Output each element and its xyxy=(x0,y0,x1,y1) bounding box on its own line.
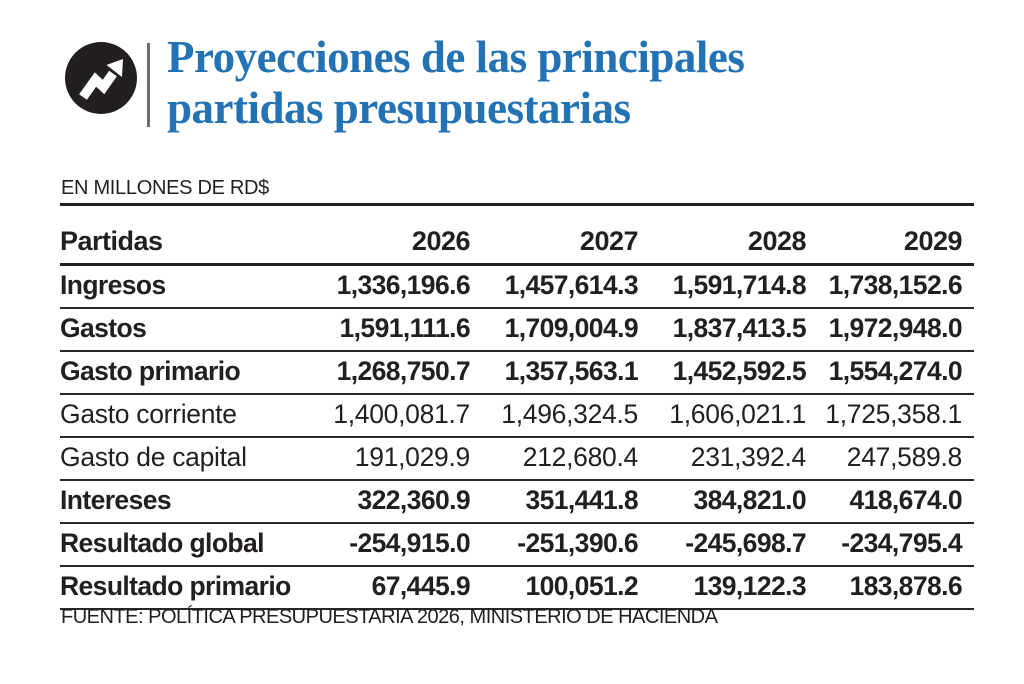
table-row xyxy=(60,394,974,437)
cell-value: 1,972,948.0 xyxy=(806,308,974,351)
cell-value: 1,400,081.7 xyxy=(302,394,470,437)
cell-value: 351,441.8 xyxy=(470,480,638,523)
cell-value: 1,738,152.6 xyxy=(806,265,974,309)
row-label: Resultado primario xyxy=(60,566,302,609)
row-label: Resultado global xyxy=(60,523,302,566)
table-row xyxy=(60,523,974,566)
cell-value: 1,709,004.9 xyxy=(470,308,638,351)
cell-value: 183,878.6 xyxy=(806,566,974,609)
cell-value: 322,360.9 xyxy=(302,480,470,523)
row-label: Ingresos xyxy=(60,265,302,309)
cell-value: 67,445.9 xyxy=(302,566,470,609)
cell-value: 247,589.8 xyxy=(806,437,974,480)
cell-value: 212,680.4 xyxy=(470,437,638,480)
column-header-2028: 2028 xyxy=(638,224,806,265)
cell-value: 231,392.4 xyxy=(638,437,806,480)
column-header-2029: 2029 xyxy=(806,224,974,265)
cell-value: 1,591,714.8 xyxy=(638,265,806,309)
column-header-partidas: Partidas xyxy=(60,224,302,265)
cell-value: 1,336,196.6 xyxy=(302,265,470,309)
row-label: Gastos xyxy=(60,308,302,351)
cell-value: 1,554,274.0 xyxy=(806,351,974,394)
cell-value: -251,390.6 xyxy=(470,523,638,566)
page-title-line1: Proyecciones de las principales xyxy=(167,32,745,82)
cell-value: 384,821.0 xyxy=(638,480,806,523)
units-label: EN MILLONES DE RD$ xyxy=(61,177,269,199)
row-label: Intereses xyxy=(60,480,302,523)
cell-value: -234,795.4 xyxy=(806,523,974,566)
cell-value: 1,837,413.5 xyxy=(638,308,806,351)
trend-arrow-logo-icon xyxy=(63,40,139,116)
page-title-line2: partidas presupuestarias xyxy=(167,83,631,133)
cell-value: 139,122.3 xyxy=(638,566,806,609)
cell-value: 1,357,563.1 xyxy=(470,351,638,394)
cell-value: 1,606,021.1 xyxy=(638,394,806,437)
cell-value: 418,674.0 xyxy=(806,480,974,523)
cell-value: -254,915.0 xyxy=(302,523,470,566)
table-row xyxy=(60,480,974,523)
column-header-2027: 2027 xyxy=(470,224,638,265)
row-label: Gasto de capital xyxy=(60,437,302,480)
cell-value: 1,457,614.3 xyxy=(470,265,638,309)
budget-table xyxy=(60,224,974,610)
cell-value: 1,452,592.5 xyxy=(638,351,806,394)
cell-value: 1,591,111.6 xyxy=(302,308,470,351)
table-row xyxy=(60,437,974,480)
table-row xyxy=(60,308,974,351)
table-row xyxy=(60,351,974,394)
cell-value: 1,725,358.1 xyxy=(806,394,974,437)
page-title xyxy=(167,32,744,134)
table-row xyxy=(60,566,974,609)
cell-value: 191,029.9 xyxy=(302,437,470,480)
cell-value: -245,698.7 xyxy=(638,523,806,566)
table-header-row xyxy=(60,224,974,265)
table-row xyxy=(60,265,974,309)
source-note: FUENTE: POLÍTICA PRESUPUESTARIA 2026, MINISTERIO DE HACIENDA xyxy=(61,606,718,628)
row-label: Gasto primario xyxy=(60,351,302,394)
cell-value: 1,496,324.5 xyxy=(470,394,638,437)
title-divider xyxy=(147,43,150,127)
column-header-2026: 2026 xyxy=(302,224,470,265)
top-rule xyxy=(60,203,974,206)
cell-value: 100,051.2 xyxy=(470,566,638,609)
row-label: Gasto corriente xyxy=(60,394,302,437)
cell-value: 1,268,750.7 xyxy=(302,351,470,394)
